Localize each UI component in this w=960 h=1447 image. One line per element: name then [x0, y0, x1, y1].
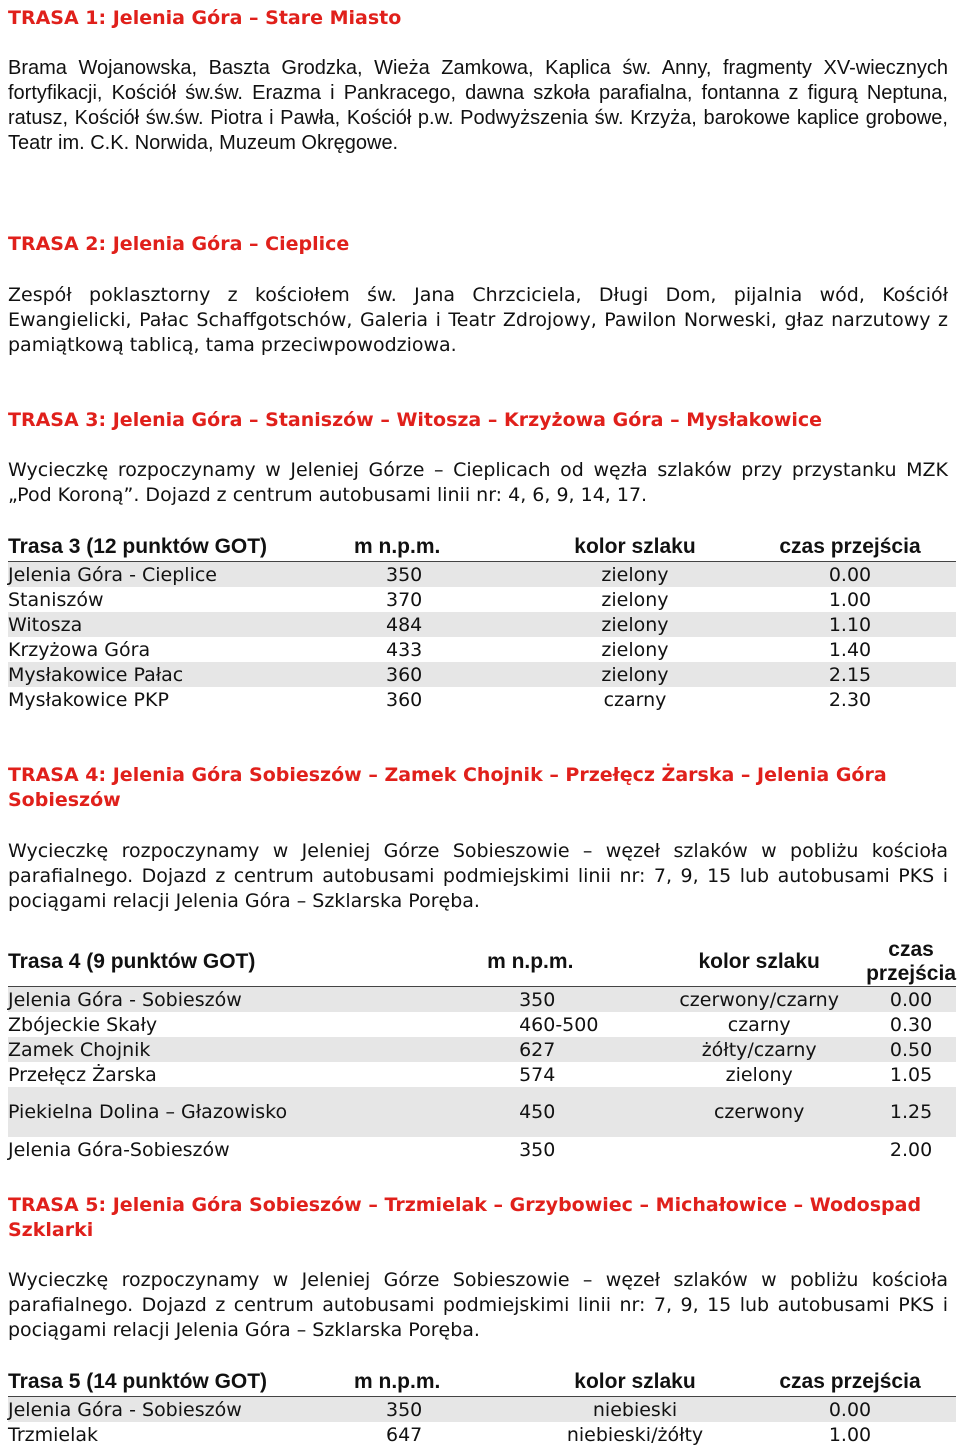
cell-point: Jelenia Góra - Sobieszów: [8, 1397, 354, 1423]
header-trail-color: kolor szlaku: [526, 533, 744, 562]
route-2-title: TRASA 2: Jelenia Góra – Cieplice: [8, 233, 350, 255]
cell-altitude: 574: [519, 1063, 556, 1086]
route-3-description: Wycieczkę rozpoczynamy w Jeleniej Górze – Cieplicach od węzła szlaków przy przystanku MZK „Pod Koroną”. Dojazd z centrum autobusami linii nr: 4, 6, 9, 14, 17.: [8, 459, 948, 506]
cell-color: zielony: [601, 638, 669, 661]
route-1-title: TRASA 1: Jelenia Góra – Stare Miasto: [8, 7, 402, 29]
cell-altitude: 360: [354, 662, 526, 687]
cell-altitude: 370: [386, 588, 423, 611]
table-row: [8, 1037, 956, 1062]
table-row: [8, 1137, 956, 1162]
cell-color: zielony: [601, 588, 669, 611]
cell-point: Jelenia Góra - Sobieszów: [8, 987, 487, 1013]
table-row: [8, 1012, 956, 1037]
cell-altitude: 350: [354, 562, 526, 588]
cell-time: 1.00: [828, 1423, 872, 1446]
table-row: [8, 1422, 956, 1447]
cell-point: Mysłakowice Pałac: [8, 662, 354, 687]
header-trail-color: kolor szlaku: [652, 938, 866, 987]
cell-point: Przełęcz Żarska: [8, 1063, 157, 1086]
header-altitude: m n.p.m.: [487, 938, 652, 987]
table-row: [8, 637, 956, 662]
cell-time: 0.50: [866, 1037, 956, 1062]
cell-color: czarny: [603, 688, 667, 711]
cell-color: zielony: [725, 1063, 793, 1086]
table-row: [8, 562, 956, 588]
cell-time: 0.30: [889, 1013, 933, 1036]
cell-color: czerwony/czarny: [652, 987, 866, 1013]
table-header-row: [8, 533, 956, 562]
table-row: [8, 687, 956, 712]
cell-color: zielony: [526, 562, 744, 588]
cell-altitude: 350: [354, 1397, 526, 1423]
cell-altitude: 647: [386, 1423, 423, 1446]
table-row: [8, 1397, 956, 1423]
cell-color: czarny: [727, 1013, 791, 1036]
cell-time: 2.00: [889, 1138, 933, 1161]
route-5-table: [8, 1368, 956, 1447]
cell-altitude: 350: [519, 1138, 556, 1161]
cell-altitude: 433: [386, 638, 423, 661]
cell-altitude: 484: [354, 612, 526, 637]
cell-point: Jelenia Góra - Cieplice: [8, 562, 354, 588]
cell-time: 0.00: [744, 562, 956, 588]
table-row: [8, 587, 956, 612]
header-route: Trasa 5 (14 punktów GOT): [8, 1368, 354, 1397]
table-header-row: [8, 938, 956, 987]
header-trail-color: kolor szlaku: [526, 1368, 744, 1397]
cell-altitude: 627: [487, 1037, 652, 1062]
cell-point: Piekielna Dolina – Głazowisko: [8, 1087, 487, 1137]
cell-point: Staniszów: [8, 588, 104, 611]
header-altitude: m n.p.m.: [354, 1368, 526, 1397]
header-time: czas przejścia: [744, 533, 956, 562]
cell-point: Zbójeckie Skały: [8, 1013, 158, 1036]
cell-altitude: 350: [487, 987, 652, 1013]
route-1-description: Brama Wojanowska, Baszta Grodzka, Wieża Zamkowa, Kaplica św. Anny, fragmenty XV-wiecznych fortyfikacji, Kościół św.św. Erazma i Pankracego, dawna szkoła parafialna, fontanna z figurą Neptuna, ratusz, Kościół św.św. Piotra i Pawła, Kościół p.w. Podwyższenia św. Krzyża, barokowe kaplice grobowe, Teatr im. C.K. Norwida, Muzeum Okręgowe.: [8, 57, 948, 154]
table-row: [8, 1062, 956, 1087]
cell-time: 0.00: [744, 1397, 956, 1423]
cell-time: 0.00: [866, 987, 956, 1013]
route-4-table: [8, 938, 956, 1162]
header-route: Trasa 3 (12 punktów GOT): [8, 533, 354, 562]
table-row: [8, 1087, 956, 1137]
cell-point: Witosza: [8, 612, 354, 637]
route-2-description: Zespół poklasztorny z kościołem św. Jana Chrzciciela, Długi Dom, pijalnia wód, Kościół Ewangielicki, Pałac Schaffgotschów, Galeria i Teatr Zdrojowy, Pawilon Norweski, głaz narzutowy z pamiątkową tablicą, tama przeciwpowodziowa.: [8, 284, 948, 356]
cell-time: 1.00: [828, 588, 872, 611]
table-row: [8, 612, 956, 637]
cell-color: zielony: [526, 662, 744, 687]
route-4-description: Wycieczkę rozpoczynamy w Jeleniej Górze Sobieszowie – węzeł szlaków w pobliżu kościoła parafialnego. Dojazd z centrum autobusami podmiejskimi linii nr: 7, 9, 15 lub autobusami PKS i pociągami relacji Jelenia Góra – Szklarska Poręba.: [8, 840, 948, 912]
cell-color: niebieski: [526, 1397, 744, 1423]
cell-time: 1.25: [866, 1087, 956, 1137]
table-row: [8, 987, 956, 1013]
header-time: czas przejścia: [744, 1368, 956, 1397]
header-route: Trasa 4 (9 punktów GOT): [8, 938, 487, 987]
cell-time: 1.10: [744, 612, 956, 637]
cell-altitude: 450: [487, 1087, 652, 1137]
cell-altitude: 460-500: [519, 1013, 599, 1036]
cell-time: 2.30: [828, 688, 872, 711]
route-5-description: Wycieczkę rozpoczynamy w Jeleniej Górze Sobieszowie – węzeł szlaków w pobliżu kościoła parafialnego. Dojazd z centrum autobusami podmiejskimi linii nr: 7, 9, 15 lub autobusami PKS i pociągami relacji Jelenia Góra – Szklarska Poręba.: [8, 1269, 948, 1341]
cell-time: 2.15: [744, 662, 956, 687]
cell-point: Krzyżowa Góra: [8, 638, 151, 661]
route-3-table: [8, 533, 956, 712]
cell-color: żółty/czarny: [652, 1037, 866, 1062]
cell-time: 1.05: [889, 1063, 933, 1086]
cell-point: Jelenia Góra-Sobieszów: [8, 1138, 230, 1161]
route-3-title: TRASA 3: Jelenia Góra – Staniszów – Witosza – Krzyżowa Góra – Mysłakowice: [8, 409, 823, 431]
route-5-title: TRASA 5: Jelenia Góra Sobieszów – Trzmielak – Grzybowiec – Michałowice – Wodospad Szklarki: [8, 1194, 922, 1241]
cell-color: niebieski/żółty: [566, 1423, 704, 1446]
table-header-row: [8, 1368, 956, 1397]
cell-color: czerwony: [652, 1087, 866, 1137]
cell-point: Mysłakowice PKP: [8, 688, 169, 711]
header-altitude: m n.p.m.: [354, 533, 526, 562]
cell-point: Trzmielak: [8, 1423, 98, 1446]
header-time: czas przejścia: [866, 938, 956, 985]
cell-altitude: 360: [386, 688, 423, 711]
cell-color: [652, 1137, 866, 1162]
cell-time: 1.40: [828, 638, 872, 661]
table-row: [8, 662, 956, 687]
cell-point: Zamek Chojnik: [8, 1037, 487, 1062]
cell-color: zielony: [526, 612, 744, 637]
route-4-title: TRASA 4: Jelenia Góra Sobieszów – Zamek Chojnik – Przełęcz Żarska – Jelenia Góra Sobieszów: [8, 764, 887, 811]
